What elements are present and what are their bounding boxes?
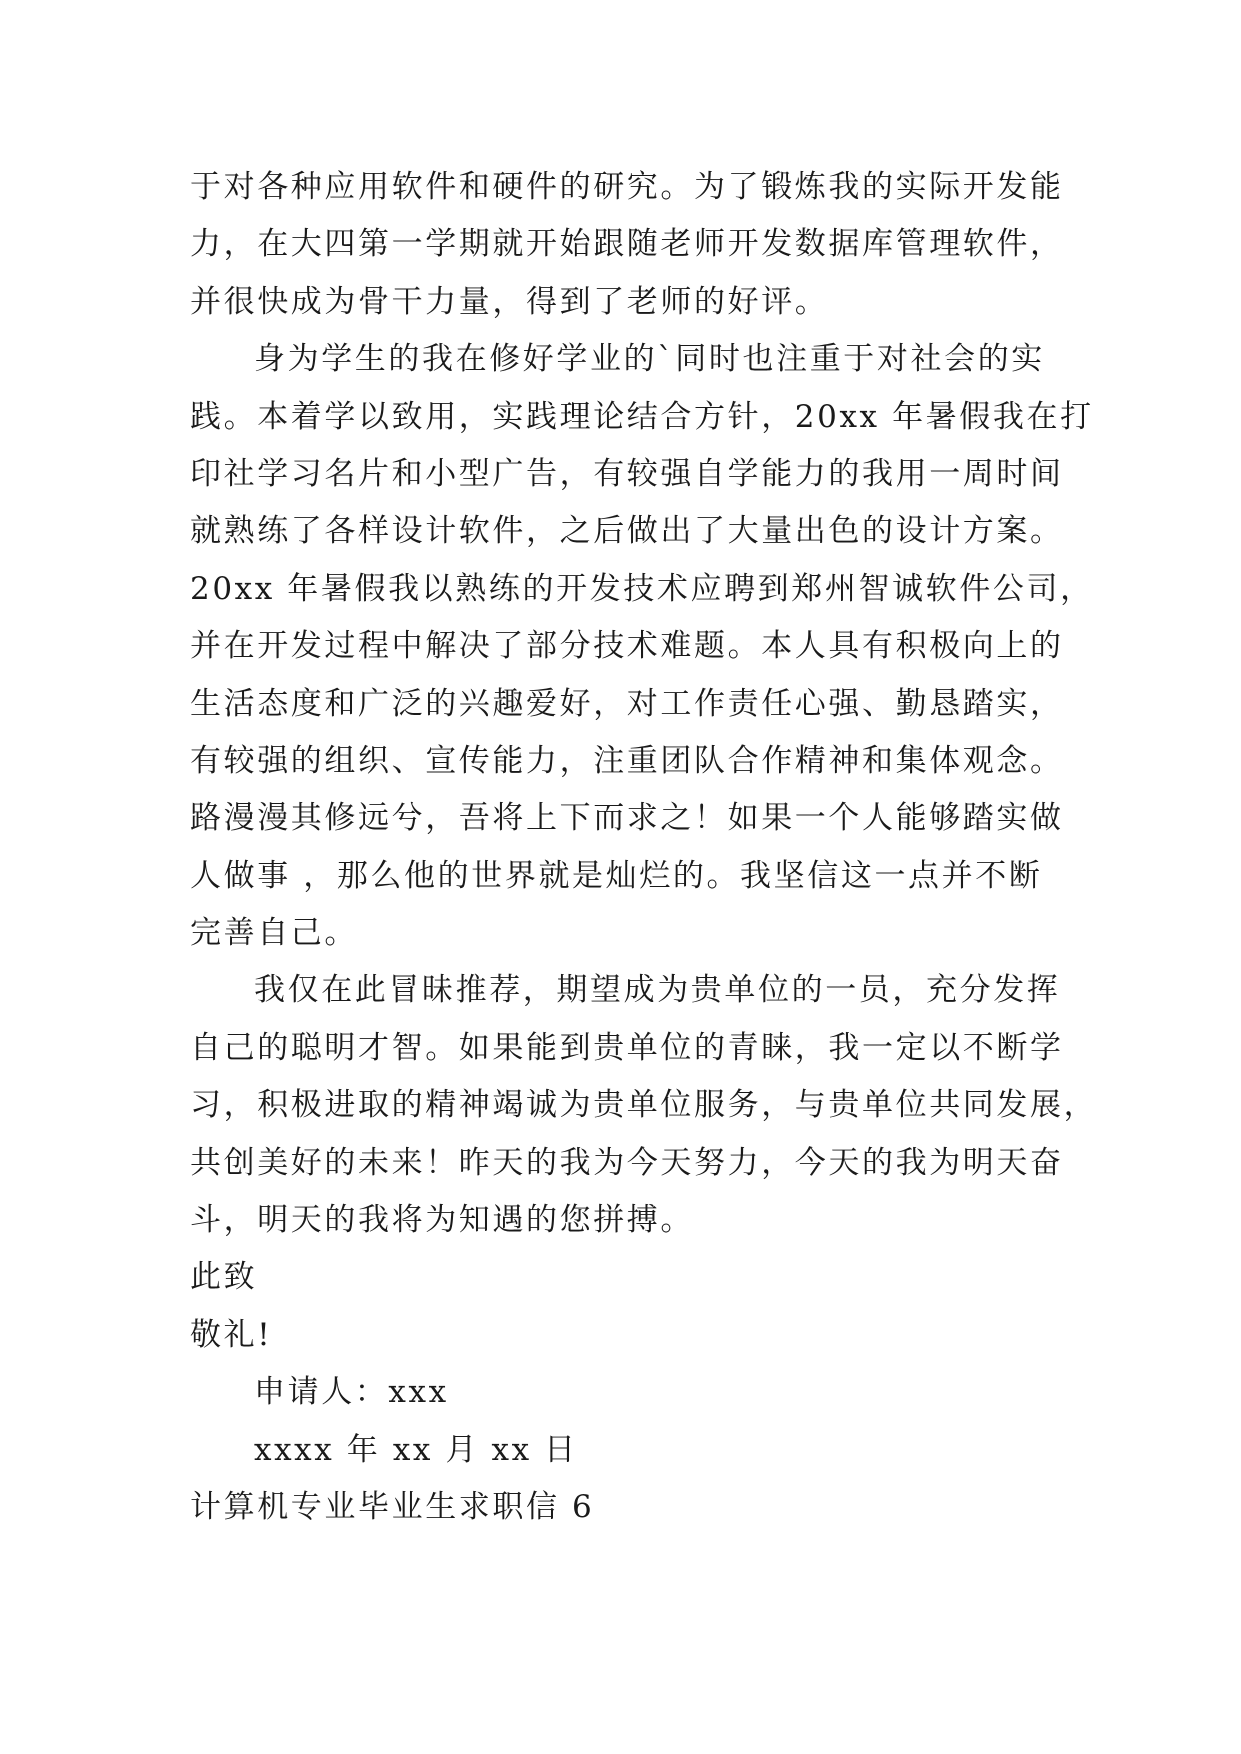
- body-line: 并很快成为骨干力量，得到了老师的好评。: [190, 283, 829, 320]
- body-line: 习，积极进取的精神竭诚为贵单位服务，与贵单位共同发展，: [190, 1087, 1098, 1124]
- body-line: 践。本着学以致用，实践理论结合方针，20xx 年暑假我在打: [190, 398, 1094, 435]
- body-line: 就熟练了各样设计软件，之后做出了大量出色的设计方案。: [190, 513, 1064, 550]
- body-line: 路漫漫其修远兮，吾将上下而求之！如果一个人能够踏实做: [190, 800, 1064, 837]
- body-line: 斗，明天的我将为知遇的您拼搏。: [190, 1202, 694, 1239]
- body-line: 印社学习名片和小型广告，有较强自学能力的我用一周时间: [190, 455, 1064, 492]
- body-line: 共创美好的未来！昨天的我为今天努力，今天的我为明天奋: [190, 1144, 1064, 1181]
- body-line: 有较强的组织、宣传能力，注重团队合作精神和集体观念。: [190, 742, 1064, 779]
- letter-date: xxxx 年 xx 月 xx 日: [254, 1431, 578, 1468]
- applicant-signature: 申请人：xxx: [254, 1374, 449, 1411]
- closing-salutation: 此致: [190, 1259, 258, 1296]
- paragraph-start-line: 身为学生的我在修好学业的`同时也注重于对社会的实: [254, 341, 1045, 378]
- closing-regards: 敬礼!: [190, 1316, 273, 1353]
- paragraph-start-line: 我仅在此冒昧推荐，期望成为贵单位的一员，充分发挥: [254, 972, 1061, 1009]
- section-heading: 计算机专业毕业生求职信 6: [190, 1488, 595, 1525]
- body-line: 完善自己。: [190, 915, 358, 952]
- body-line: 人做事 ，那么他的世界就是灿烂的。我坚信这一点并不断: [190, 857, 1043, 894]
- body-line: 于对各种应用软件和硬件的研究。为了锻炼我的实际开发能: [190, 169, 1064, 205]
- body-line: 自己的聪明才智。如果能到贵单位的青睐，我一定以不断学: [190, 1029, 1064, 1066]
- body-line: 20xx 年暑假我以熟练的开发技术应聘到郑州智诚软件公司，: [190, 570, 1094, 607]
- body-line: 生活态度和广泛的兴趣爱好，对工作责任心强、勤恳踏实，: [190, 685, 1064, 722]
- body-line: 并在开发过程中解决了部分技术难题。本人具有积极向上的: [190, 628, 1064, 665]
- letter-body: [190, 159, 1098, 1536]
- body-line: 力，在大四第一学期就开始跟随老师开发数据库管理软件，: [190, 226, 1064, 263]
